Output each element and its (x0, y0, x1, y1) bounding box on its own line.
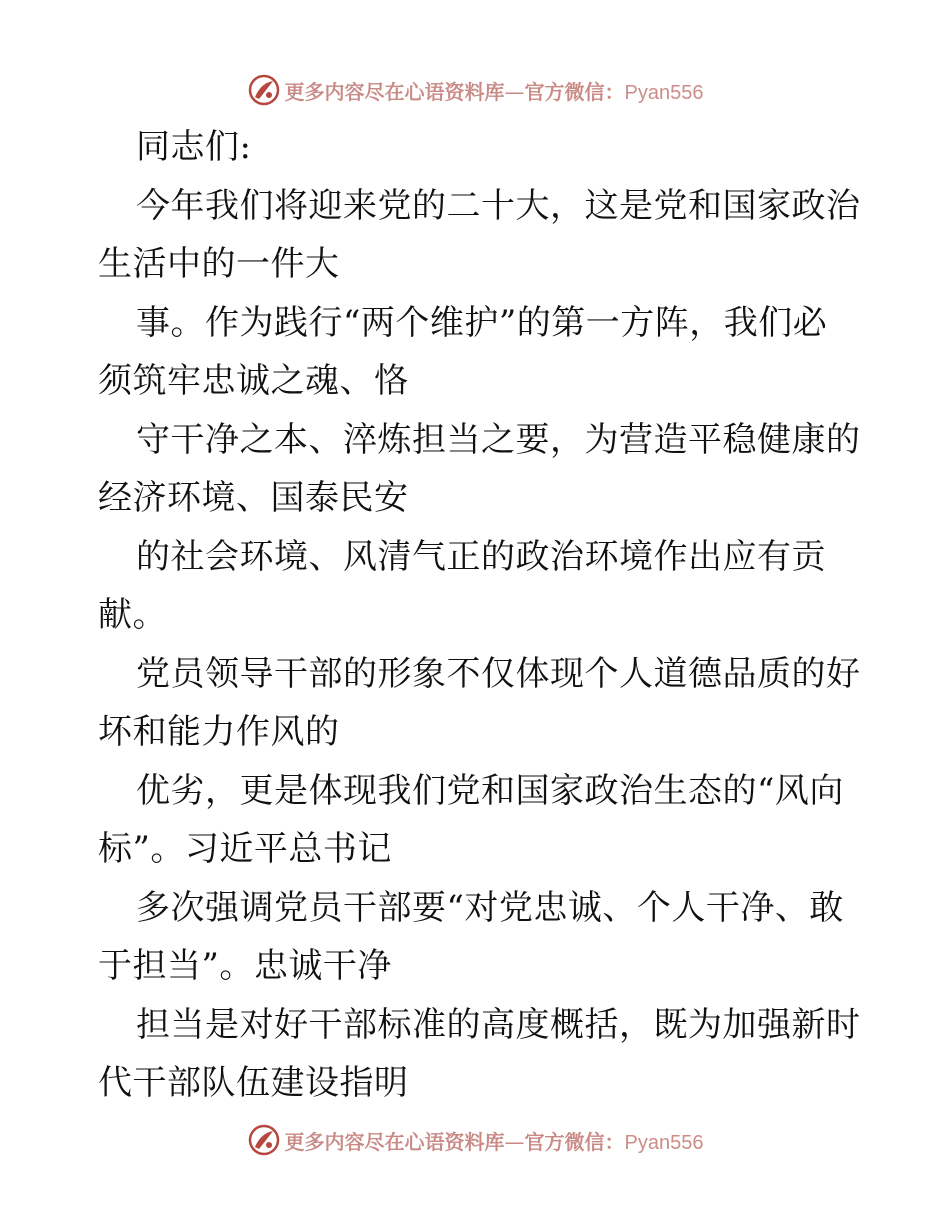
text-line: 守干净之本、淬炼担当之要，为营造平稳健康的 (136, 419, 861, 460)
watermark-text: 更多内容尽在心语资料库—官方微信：Pyan556 (284, 1129, 704, 1154)
text-line: 同志们: (136, 127, 252, 167)
text-line: 事。作为践行“两个维护”的第一方阵，我们必 (136, 302, 828, 343)
document-body (98, 118, 868, 1113)
text-line: 坏和能力作风的 (98, 712, 340, 752)
seal-icon (247, 1123, 281, 1157)
text-line: 经济环境、国泰民安 (98, 478, 409, 518)
header-watermark (0, 70, 950, 110)
text-line: 党员领导干部的形象不仅体现个人道德品质的好 (136, 653, 861, 694)
text-line: 献。 (98, 595, 167, 635)
footer-watermark (0, 1120, 950, 1160)
text-line: 生活中的一件大 (98, 244, 340, 284)
text-line: 多次强调党员干部要“对党忠诚、个人干净、敢 (136, 887, 844, 928)
text-line: 的社会环境、风清气正的政治环境作出应有贡 (136, 536, 826, 577)
text-line: 今年我们将迎来党的二十大，这是党和国家政治 (136, 185, 861, 226)
text-line: 代干部队伍建设指明 (98, 1063, 409, 1103)
text-line: 优劣，更是体现我们党和国家政治生态的“风向 (136, 770, 844, 811)
text-line: 须筑牢忠诚之魂、恪 (98, 361, 409, 401)
text-line: 标”。习近平总书记 (98, 829, 392, 869)
text-line: 于担当”。忠诚干净 (98, 946, 392, 986)
watermark-text: 更多内容尽在心语资料库—官方微信：Pyan556 (284, 79, 704, 104)
seal-icon (247, 73, 281, 107)
text-line: 担当是对好干部标准的高度概括，既为加强新时 (136, 1004, 861, 1045)
